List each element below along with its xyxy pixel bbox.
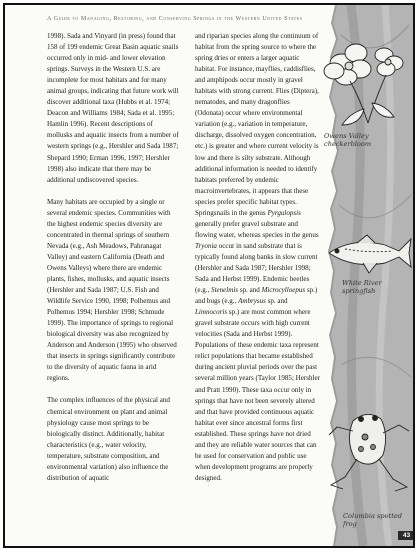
page-number: 43 bbox=[398, 531, 415, 540]
paragraph-3: The complex influences of the physical and chemical environment on plant and animal physiology cause most springs to be biologically distinct. Additionally, habitat characteristics (e.g., water velocity, temperature, substrate composition, and environmental variation) also influence the distribution of aquatic bbox=[47, 396, 170, 482]
caption-checkerbloom: Owens Valley checkerbloom bbox=[324, 132, 372, 148]
right-text-column bbox=[195, 31, 320, 495]
genus-name: Microcylloepus bbox=[261, 286, 306, 295]
springfish-drawing bbox=[323, 231, 415, 275]
genus-name: Stenelmis bbox=[211, 286, 239, 295]
caption-spotted-frog: Columbia spotted frog bbox=[343, 512, 402, 528]
paragraph-2: Many habitats are occupied by a single or several endemic species. Communities with the highest endemic species diversity are concentrated in thermal springs of southern Nevada (e.g., Ash Meadows, Pahranagat Valley) and eastern California (Death and Owens Valleys) where there are endemic plants, fishes, mollusks, and aquatic insects (Hershler and Sada 1987; U.S. Fish and Wildlife Service 1990, 1998; Polhemus and Polhemus 1994; Hershler 1998; Schmude 1999). The importance of springs to regional biological diversity was also recognized by Anderson and Anderson (1995) who observed that insects in springs significantly contribute to the diversity of aquatic fauna in arid regions. bbox=[47, 197, 177, 383]
spotted-frog-drawing bbox=[323, 401, 415, 497]
paragraph-4: and riparian species along the continuum of habitat from the spring source to where the spring dries or enters a larger aquatic habitat. For instance, mayflies, caddisflies, and amphipods occur mostly in gravel habitats with strong current. Flies (Diptera), nematodes, and many dragonflies (Odonata) occur where environmental variation (e.g., variation in temperature, discharge, dissolved oxygen concentration, etc.) is greater and where current velocity is low and there is silty substrate. Although additional information is needed to identify habitats preferred by endemic macroinvertebrates, it appears that these species prefer specific habitat types. Springsnails in the genus Pyrgulopsis generally prefer gravel substrate and flowing water, whereas species in the genus Tryonia occur in sand substrate that is typically found along banks in slow current (Hershler and Sada 1987; Hershler 1998; Sada and Herbst 1999). Endemic beetles (e.g., Stenelmis sp. and Microcylloepus sp.) and bugs (e.g., Ambrysus sp. and Limnocoris sp.) are most common where gravel substrate occurs with high current velocities (Sada and Herbst 1999). Populations of these endemic taxa represent relict populations that became established during ancient pluvial periods over the past several million years (Taylor 1985; Hershler and Pratt 1990). These taxa occur only in springs that have not been severely altered and that have provided continuous aquatic habitat ever since ancestral forms first established. These springs have not dried and they are reliable water sources that can be used for conservation and public use when development programs are properly designed. bbox=[195, 32, 320, 482]
genus-name: Pyrgulopsis bbox=[267, 208, 301, 217]
left-text-column bbox=[47, 31, 179, 495]
genus-name: Limnocoris bbox=[195, 308, 228, 317]
genus-name: Ambrysus bbox=[238, 297, 266, 306]
paragraph-1: 1998). Sada and Vinyard (in press) found that 158 of 199 endemic Great Basin aquatic snails occurred only in mid- and lower elevation springs. Surveys in the Western U.S. are incomplete for most habitats and for many animal groups, indicating that future work will discover additional taxa (Hubbs et al. 1974; Deacon and Williams 1984; Sada et al. 1995; Hamlin 1996). Recent descriptions of mollusks and aquatic insects from a number of western springs (e.g., Hershler and Sada 1987; Shepard 1990; Erman 1996, 1997; Hershler 1998) also indicate that there may be additional undiscovered species. bbox=[47, 32, 179, 184]
checkerbloom-flower-drawing bbox=[320, 33, 412, 129]
book-page bbox=[3, 3, 415, 548]
running-head: A Guide to Managing, Restoring, and Conserving Springs in the Western United States bbox=[47, 16, 303, 22]
genus-name: Tryonia bbox=[195, 241, 217, 250]
caption-springfish: White River springfish bbox=[342, 279, 382, 295]
